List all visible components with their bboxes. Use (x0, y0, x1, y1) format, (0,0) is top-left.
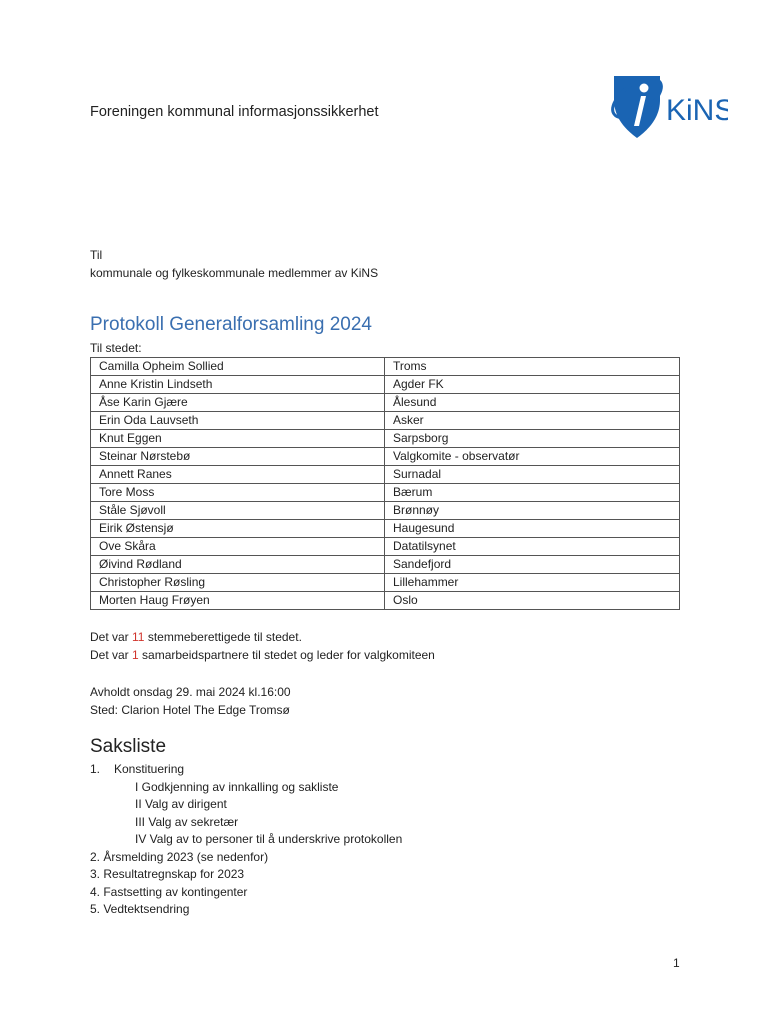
attendee-organization: Ålesund (385, 394, 680, 412)
attendee-name: Åse Karin Gjære (91, 394, 385, 412)
attendee-organization: Sandefjord (385, 556, 680, 574)
attendee-organization: Agder FK (385, 376, 680, 394)
attendee-row (91, 484, 680, 502)
attendee-name: Christopher Røsling (91, 574, 385, 592)
svg-text:KiNS: KiNS (666, 94, 728, 127)
attendee-name: Steinar Nørstebø (91, 448, 385, 466)
agenda-heading: Saksliste (90, 736, 167, 757)
attendee-name: Morten Haug Frøyen (91, 592, 385, 610)
attendance-counts (90, 628, 435, 664)
agenda-list (90, 761, 402, 919)
attendee-name: Ove Skåra (91, 538, 385, 556)
attendee-row (91, 376, 680, 394)
agenda-item: 4. Fastsetting av kontingenter (90, 884, 248, 899)
attendee-organization: Datatilsynet (385, 538, 680, 556)
attendee-name: Anne Kristin Lindseth (91, 376, 385, 394)
voting-count-line: Det var 11 stemmeberettigede til stedet. (90, 630, 302, 644)
agenda-subitem: II Valg av dirigent (135, 797, 227, 811)
agenda-item: 3. Resultatregnskap for 2023 (90, 867, 245, 881)
meeting-time: Avholdt onsdag 29. mai 2024 kl.16:00 (90, 685, 291, 699)
attendee-organization: Brønnøy (385, 502, 680, 520)
kins-logo-icon (608, 70, 728, 142)
attendee-row (91, 412, 680, 430)
agenda-item-1: 1. Konstituering (90, 762, 185, 776)
attendee-organization: Valgkomite - observatør (385, 448, 680, 466)
attendee-organization: Bærum (385, 484, 680, 502)
attendee-organization: Oslo (385, 592, 680, 610)
recipient-line-members: kommunale og fylkeskommunale medlemmer av KiNS (90, 266, 379, 280)
meeting-place: Sted: Clarion Hotel The Edge Tromsø (90, 703, 290, 717)
attendee-name: Øivind Rødland (91, 556, 385, 574)
agenda-subitem: III Valg av sekretær (135, 814, 239, 829)
attendee-organization: Troms (385, 358, 680, 376)
attendee-organization: Lillehammer (385, 574, 680, 592)
meeting-info (90, 683, 291, 719)
attendee-row (91, 502, 680, 520)
attendee-name: Ståle Sjøvoll (91, 502, 385, 520)
attendee-organization: Asker (385, 412, 680, 430)
attendee-organization: Haugesund (385, 520, 680, 538)
attendee-name: Knut Eggen (91, 430, 385, 448)
attendee-row (91, 358, 680, 376)
agenda-item: 2. Årsmelding 2023 (se nedenfor) (90, 849, 269, 864)
page-number: 1 (673, 956, 680, 970)
partner-count: 1 (132, 648, 139, 662)
organization-name: Foreningen kommunal informasjonssikkerhet (90, 104, 379, 120)
attendee-name: Erin Oda Lauvseth (91, 412, 385, 430)
agenda-subitem: IV Valg av to personer til å underskrive protokollen (135, 832, 403, 846)
attendee-row (91, 394, 680, 412)
attendee-organization: Sarpsborg (385, 430, 680, 448)
present-label: Til stedet: (90, 341, 142, 355)
attendee-row (91, 448, 680, 466)
attendee-name: Eirik Østensjø (91, 520, 385, 538)
attendee-name: Annett Ranes (91, 466, 385, 484)
agenda-item: 5. Vedtektsendring (90, 902, 190, 916)
attendee-row (91, 520, 680, 538)
recipient-block (90, 246, 378, 282)
attendee-name: Tore Moss (91, 484, 385, 502)
attendee-row (91, 538, 680, 556)
attendee-row (91, 430, 680, 448)
document-title: Protokoll Generalforsamling 2024 (90, 314, 372, 335)
attendee-row (91, 592, 680, 610)
agenda-subitem: I Godkjenning av innkalling og sakliste (135, 779, 339, 794)
attendee-row (91, 466, 680, 484)
attendee-row (91, 556, 680, 574)
attendee-row (91, 574, 680, 592)
attendees-table (90, 357, 680, 610)
kins-logo (608, 70, 728, 142)
attendee-organization: Surnadal (385, 466, 680, 484)
attendee-name: Camilla Opheim Sollied (91, 358, 385, 376)
recipient-line-to: Til (90, 248, 103, 262)
voting-count: 11 (132, 630, 145, 644)
partner-count-line: Det var 1 samarbeidspartnere til stedet og leder for valgkomiteen (90, 648, 435, 662)
